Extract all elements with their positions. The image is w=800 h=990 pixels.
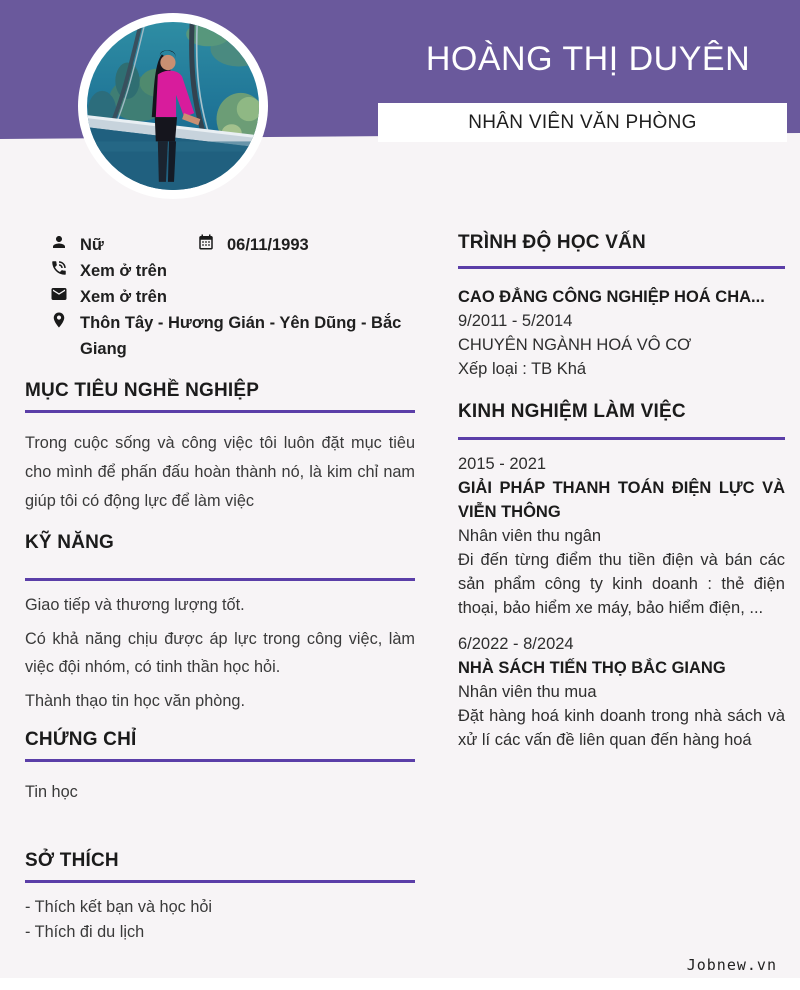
section-objective: [25, 380, 415, 516]
profile-photo-frame: [78, 13, 268, 199]
profile-photo: [87, 22, 259, 190]
bottom-strip: [0, 978, 800, 990]
location-icon: [50, 311, 68, 329]
phone-value: Xem ở trên: [80, 262, 167, 280]
section-divider: [25, 759, 415, 762]
hobby-item: - Thích đi du lịch: [25, 923, 145, 941]
person-icon: [50, 233, 68, 251]
birthday-field: [197, 232, 309, 258]
brand-watermark: Jobnew.vn: [686, 956, 777, 974]
education-grade: Xếp loại : TB Khá: [458, 360, 587, 378]
section-experience: [458, 401, 785, 752]
certificates-heading: CHỨNG CHỈ: [25, 729, 137, 750]
job-role: Nhân viên thu ngân: [458, 527, 602, 545]
section-divider: [458, 437, 785, 440]
job-description: Đi đến từng điểm thu tiền điện và bán các sản phẩm công ty kinh doanh : thẻ điện thoại, bảo hiểm xe máy, bảo hiểm điện, ...: [458, 551, 785, 617]
experience-job: [458, 632, 785, 752]
education-school: CAO ĐẲNG CÔNG NGHIỆP HOÁ CHA...: [458, 288, 765, 306]
education-period: 9/2011 - 5/2014: [458, 312, 573, 330]
info-row-email: [50, 284, 415, 310]
skill-item: Có khả năng chịu được áp lực trong công việc, làm việc đội nhóm, có tinh thần học hỏi.: [25, 630, 415, 676]
hobby-item: - Thích kết bạn và học hỏi: [25, 898, 213, 916]
skill-item: Thành thạo tin học văn phòng.: [25, 692, 245, 710]
section-certificates: [25, 729, 415, 806]
birthday-value: 06/11/1993: [227, 236, 309, 254]
certificate-item: Tin học: [25, 783, 78, 801]
info-row-address: [50, 310, 415, 362]
job-description: Đặt hàng hoá kinh doanh trong nhà sách và xử lí các vấn đề liên quan đến hàng hoá: [458, 707, 785, 749]
section-divider: [25, 880, 415, 883]
info-row-gender-birthday: [50, 232, 415, 258]
person-name: HOÀNG THỊ DUYÊN: [425, 40, 751, 78]
personal-info: [25, 232, 415, 362]
address-value: Thôn Tây - Hương Gián - Yên Dũng - Bắc Giang: [80, 314, 402, 358]
objective-text: Trong cuộc sống và công việc tôi luôn đặt mục tiêu cho mình để phấn đấu hoàn thành nó, là kim chỉ nam giúp tôi có động lực để làm việc: [25, 434, 415, 510]
gender-value: Nữ: [80, 236, 104, 254]
section-divider: [25, 410, 415, 413]
education-heading: TRÌNH ĐỘ HỌC VẤN: [458, 232, 646, 253]
section-divider: [25, 578, 415, 581]
experience-heading: KINH NGHIỆM LÀM VIỆC: [458, 401, 686, 422]
right-column: [458, 232, 785, 752]
job-period: 2015 - 2021: [458, 455, 547, 473]
job-title-box: [378, 103, 787, 142]
email-icon: [50, 285, 68, 303]
section-divider: [458, 266, 785, 269]
section-skills: [25, 532, 415, 715]
skill-item: Giao tiếp và thương lượng tốt.: [25, 596, 245, 614]
hobbies-heading: SỞ THÍCH: [25, 850, 119, 871]
education-major: CHUYÊN NGÀNH HOÁ VÔ CƠ: [458, 336, 692, 354]
job-period: 6/2022 - 8/2024: [458, 635, 574, 653]
phone-icon: [50, 259, 68, 277]
left-column: [25, 232, 415, 945]
experience-job: [458, 452, 785, 620]
job-title: NHÂN VIÊN VĂN PHÒNG: [468, 111, 697, 133]
job-company: NHÀ SÁCH TIẾN THỌ BẮC GIANG: [458, 659, 726, 677]
section-education: [458, 232, 785, 381]
info-row-phone: [50, 258, 415, 284]
calendar-icon: [197, 233, 215, 251]
skills-heading: KỸ NĂNG: [25, 532, 115, 553]
objective-heading: MỤC TIÊU NGHỀ NGHIỆP: [25, 380, 260, 401]
gender-field: [50, 232, 197, 258]
section-hobbies: [25, 850, 415, 945]
email-value: Xem ở trên: [80, 288, 167, 306]
job-role: Nhân viên thu mua: [458, 683, 597, 701]
job-company: GIẢI PHÁP THANH TOÁN ĐIỆN LỰC VÀ VIỄN THÔNG: [458, 479, 785, 521]
